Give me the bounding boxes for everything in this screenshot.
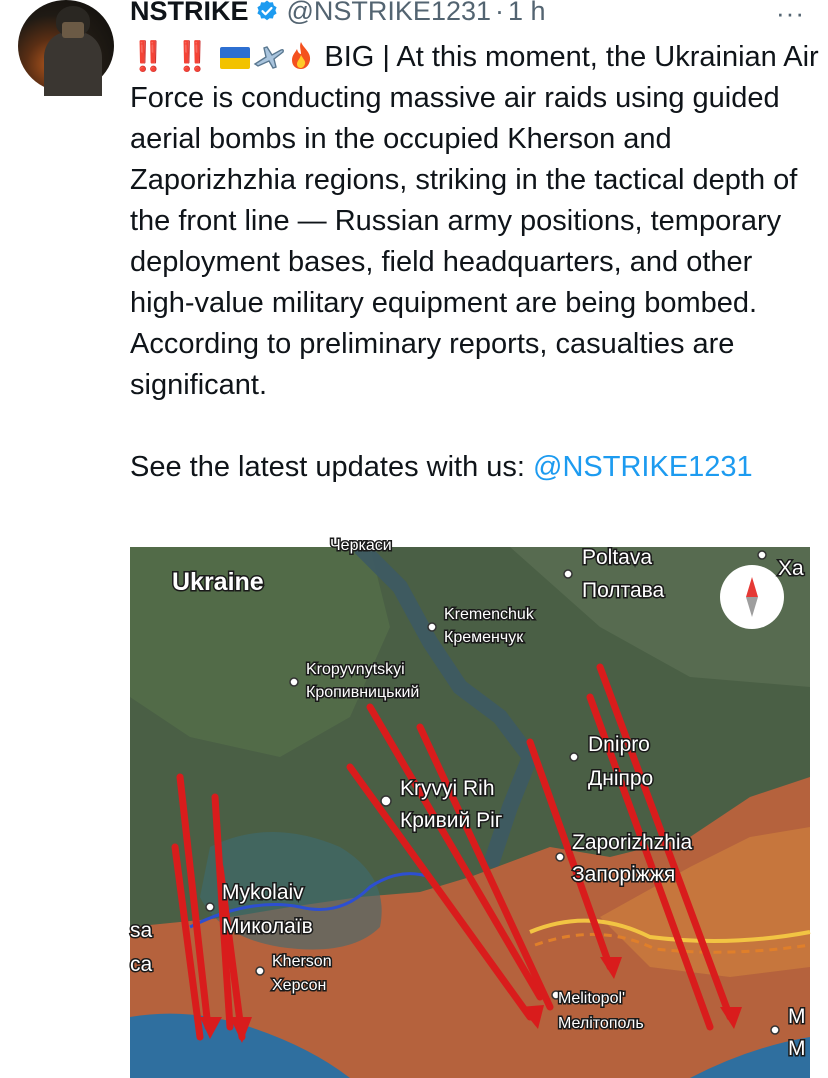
map-label-kharkiv-cut: Xa [778, 557, 804, 580]
map-label-zaporizhzhia-ua: Запоріжжя [572, 863, 676, 886]
fire-icon [286, 40, 316, 70]
author-name[interactable]: NSTRIKE [130, 0, 249, 26]
map-label-kremenchuk-ua: Кременчук [444, 629, 524, 646]
airplane-icon [252, 40, 286, 70]
tweet-cta-text: See the latest updates with us: [130, 451, 534, 483]
author-handle[interactable]: @NSTRIKE1231 [286, 0, 492, 26]
double-exclamation-emoji: ‼️ ‼️ [130, 41, 211, 73]
map-label-kropyvnytskyi-ua: Кропивницький [306, 684, 420, 701]
city-dot-mykolaiv [206, 903, 214, 911]
city-dot-zaporizhzhia [556, 853, 564, 861]
avatar-figure-face [62, 22, 84, 38]
verified-badge-icon [255, 0, 279, 23]
map-label-odesa-cut-1: sa [130, 919, 153, 942]
map-label-poltava-en: Poltava [582, 546, 653, 569]
tweet-text [130, 37, 827, 488]
tweet-timestamp[interactable]: 1 h [508, 0, 546, 26]
map-label-dnipro-en: Dnipro [588, 733, 650, 756]
map-label-melitopol-en: Melitopol' [558, 990, 626, 1007]
map-label-odesa-cut-2: ca [130, 953, 153, 976]
city-dot-dnipro [570, 753, 578, 761]
map-label-kherson-ua: Херсон [272, 977, 327, 994]
ukraine-flag-icon [220, 47, 250, 69]
more-options-icon[interactable]: ··· [776, 0, 805, 28]
map-graphic [130, 537, 810, 1078]
compass-button[interactable] [720, 565, 784, 629]
map-label-zaporizhzhia-en: Zaporizhzhia [572, 831, 693, 854]
tweet-body-text: BIG | At this moment, the Ukrainian Air Force is conducting massive air raids using guided aerial bombs in the occupied Kherson and Zaporizhzhia regions, striking in the tactical depth of the front line — Russian army positions, temporary deployment bases, field headquarters, and other high-value military equipment are being bombed. According to preliminary reports, casualties are significant. [130, 41, 827, 401]
map-label-poltava-ua: Полтава [582, 579, 665, 602]
map-label-mykolaiv-en: Mykolaiv [222, 881, 304, 904]
map-label-mykolaiv-ua: Миколаїв [222, 915, 313, 938]
map-label-mariupol-cut-2: M [788, 1037, 806, 1060]
map-label-melitopol-ua: Мелітополь [558, 1015, 644, 1032]
map-label-country: Ukraine [172, 568, 264, 596]
map-label-kryvyi-rih-ua: Кривий Ріг [400, 809, 503, 832]
map-label-mariupol-cut-1: M [788, 1005, 806, 1028]
city-dot-mariupol [771, 1026, 779, 1034]
map-label-top-cut: Черкаси [330, 537, 392, 554]
mention-link[interactable]: @NSTRIKE1231 [533, 451, 753, 483]
author-avatar[interactable] [18, 0, 114, 92]
tweet-header [130, 0, 546, 26]
city-dot-kropyvnytskyi [290, 678, 298, 686]
map-label-dnipro-ua: Дніпро [588, 767, 654, 790]
city-dot-kharkiv [758, 551, 766, 559]
city-dot-kherson [256, 967, 264, 975]
map-label-kherson-en: Kherson [272, 953, 332, 970]
map-label-kryvyi-rih-en: Kryvyi Rih [400, 777, 495, 800]
city-dot-poltava [564, 570, 572, 578]
map-label-kropyvnytskyi-en: Kropyvnytskyi [306, 661, 405, 678]
city-dot-kryvyi-rih [381, 796, 391, 806]
avatar-figure-body [44, 32, 102, 96]
map-label-kremenchuk-en: Kremenchuk [444, 606, 534, 623]
attached-map-image[interactable] [130, 537, 810, 1078]
city-dot-kremenchuk [428, 623, 436, 631]
header-separator: · [495, 0, 505, 26]
